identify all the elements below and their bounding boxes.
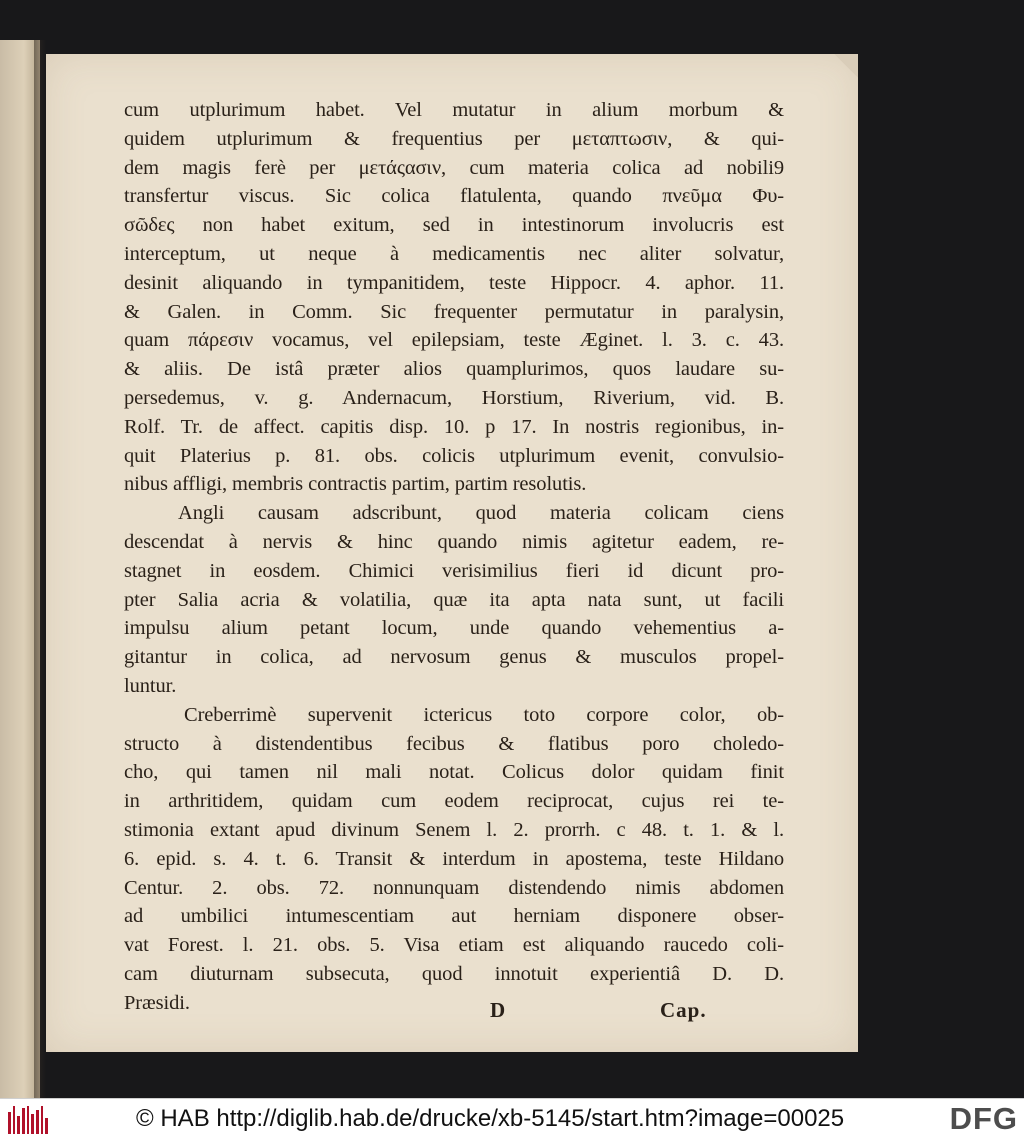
text-line: stimonia extant apud divinum Senem l. 2. prorrh. c 48. t. 1. & l. — [124, 818, 784, 841]
text-line: transfertur viscus. Sic colica flatulenta, quando πνεῦμα Φυ- — [124, 185, 784, 208]
text-line: structo à distendentibus fecibus & flatibus poro choledo- — [124, 732, 784, 755]
text-line: interceptum, ut neque à medicamentis nec aliter solvatur, — [124, 242, 784, 265]
text-line: Creberrimè supervenit ictericus toto corpore color, ob- — [184, 703, 784, 726]
text-line: persedemus, v. g. Andernacum, Horstium, Riverium, vid. B. — [124, 386, 784, 409]
text-line: luntur. — [124, 674, 177, 697]
text-line: & Galen. in Comm. Sic frequenter permutatur in paralysin, — [124, 300, 784, 323]
text-line: & aliis. De istâ præter alios quamplurimos, quos laudare su- — [124, 358, 784, 381]
viewer-footer — [0, 1098, 1024, 1139]
page-corner — [834, 54, 858, 78]
text-line: Rolf. Tr. de affect. capitis disp. 10. p 17. In nostris regionibus, in- — [124, 415, 784, 438]
text-line: cum utplurimum habet. Vel mutatur in alium morbum & — [124, 99, 784, 121]
catchword: Cap. — [660, 998, 707, 1022]
signature-mark: D — [490, 998, 506, 1022]
text-line: ad umbilici intumescentiam aut herniam disponere obser- — [124, 905, 784, 928]
text-line: quit Platerius p. 81. obs. colicis utplurimum evenit, convulsio- — [124, 444, 784, 467]
text-line: cam diuturnam subsecuta, quod innotuit experientiâ D. D. — [124, 962, 784, 985]
library-barcode-icon — [8, 1106, 48, 1134]
text-line: pter Salia acria & volatilia, quæ ita apta nata sunt, ut facili — [124, 588, 784, 611]
text-line: Centur. 2. obs. 72. nonnunquam distendendo nimis abdomen — [124, 876, 784, 899]
text-line: in arthritidem, quidam cum eodem reciprocat, cujus rei te- — [124, 790, 784, 813]
book-page — [46, 54, 858, 1052]
text-line: quidem utplurimum & frequentius per μεταπτωσιν, & qui- — [124, 127, 784, 150]
text-line: vat Forest. l. 21. obs. 5. Visa etiam est aliquando raucedo coli- — [124, 934, 784, 957]
text-line: impulsu alium petant locum, unde quando vehementius a- — [124, 617, 784, 640]
text-line: cho, qui tamen nil mali notat. Colicus dolor quidam finit — [124, 761, 784, 784]
text-line: nibus affligi, membris contractis partim, partim resolutis. — [124, 473, 587, 496]
gutter-shadow — [34, 40, 46, 1098]
text-line: 6. epid. s. 4. t. 6. Transit & interdum in apostema, teste Hildano — [124, 847, 784, 870]
page-footer — [46, 998, 858, 1028]
text-line: descendat à nervis & hinc quando nimis agitetur eadem, re- — [124, 530, 784, 553]
text-line: Angli causam adscribunt, quod materia colicam ciens — [178, 502, 784, 525]
text-line: σῶδες non habet exitum, sed in intestinorum involucris est — [124, 214, 784, 237]
dfg-logo: DFG — [949, 1101, 1018, 1136]
text-line: Præsidi. — [124, 991, 190, 1014]
page-text — [124, 96, 784, 1018]
text-line: quam πάρεσιν vocamus, vel epilepsiam, teste Æginet. l. 3. c. 43. — [124, 329, 784, 352]
text-line: desinit aliquando in tympanitidem, teste Hippocr. 4. aphor. 11. — [124, 271, 784, 294]
copyright-link[interactable]: © HAB http://diglib.hab.de/drucke/xb-5145/start.htm?image=00025 — [136, 1105, 845, 1132]
text-line: gitantur in colica, ad nervosum genus & musculos propel- — [124, 646, 784, 669]
text-line: dem magis ferè per μετάςασιν, cum materia colica ad nobili9 — [124, 156, 784, 179]
text-line: stagnet in eosdem. Chimici verisimilius fieri id dicunt pro- — [124, 559, 784, 582]
